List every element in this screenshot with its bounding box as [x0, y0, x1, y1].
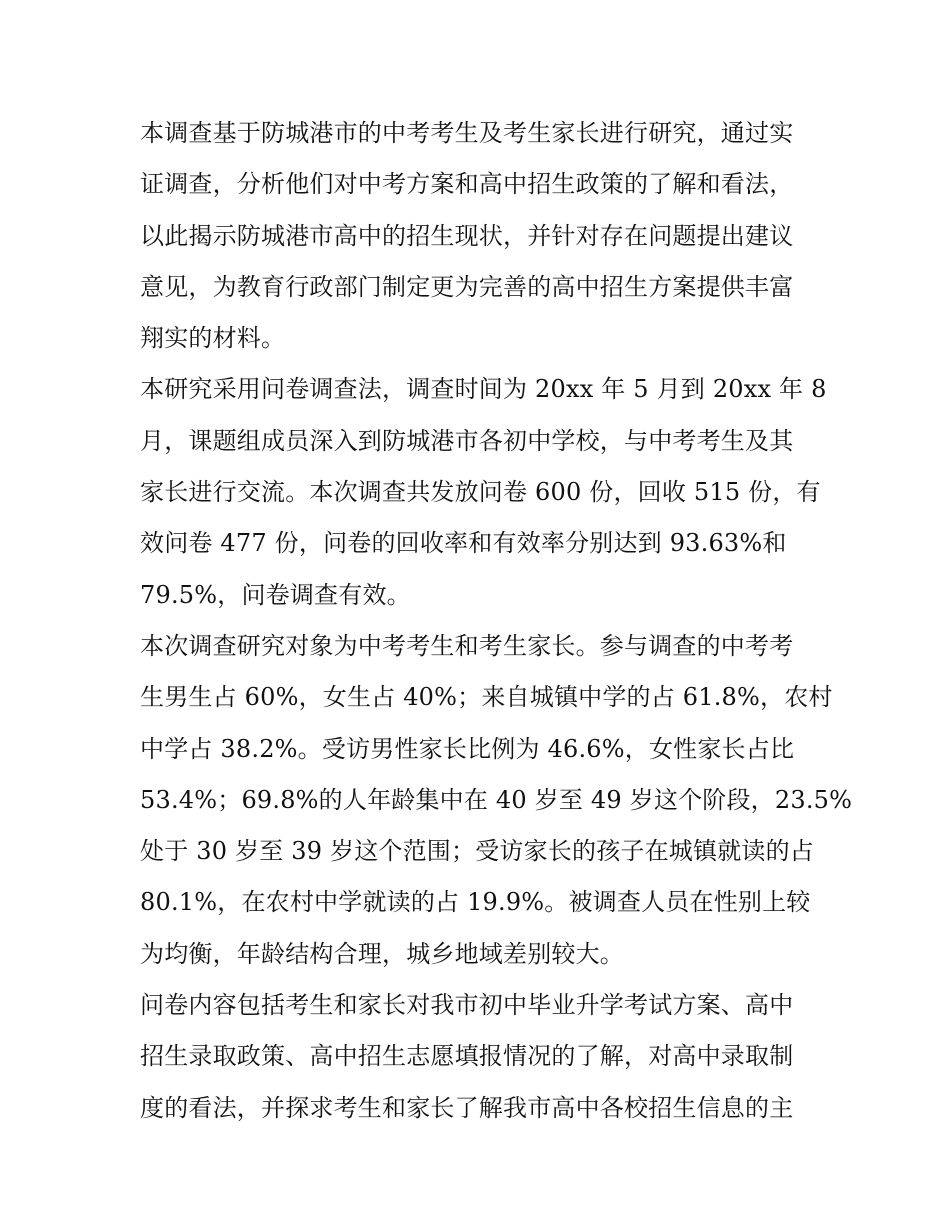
paragraph-survey-method: [140, 364, 827, 620]
text-line: 问卷内容包括考生和家长对我市初中毕业升学考试方案、高中: [140, 991, 794, 1020]
text-line: 意见，为教育行政部门制定更为完善的高中招生方案提供丰富: [140, 272, 794, 301]
text-line: 本调查基于防城港市的中考考生及考生家长进行研究，通过实: [140, 119, 794, 147]
text-line: 月，课题组成员深入到防城港市各初中学校，与中考考生及其: [140, 426, 794, 455]
text-line: 53.4%；69.8%的人年龄集中在 40 岁至 49 岁这个阶段，23.5%: [140, 785, 853, 814]
text-line: 以此揭示防城港市高中的招生现状，并针对存在问题提出建议: [140, 221, 794, 250]
text-line: 中学占 38.2%。受访男性家长比例为 46.6%，女性家长占比: [140, 734, 795, 763]
document-body: [140, 108, 853, 1134]
paragraph-survey-purpose: [140, 108, 812, 364]
text-line: 79.5%，问卷调查有效。: [140, 580, 411, 609]
text-line: 翔实的材料。: [140, 324, 286, 353]
text-line: 招生录取政策、高中招生志愿填报情况的了解，对高中录取制: [140, 1042, 794, 1071]
text-line: 证调查，分析他们对中考方案和高中招生政策的了解和看法，: [140, 170, 794, 199]
text-line: 本研究采用问卷调查法，调查时间为 20xx 年 5 月到 20xx 年 8: [140, 375, 827, 404]
text-line: 家长进行交流。本次调查共发放问卷 600 份，回收 515 份，有: [140, 478, 821, 507]
text-line: 度的看法，并探求考生和家长了解我市高中各校招生信息的主: [140, 1093, 794, 1122]
text-line: 为均衡，年龄结构合理，城乡地域差别较大。: [140, 939, 624, 968]
text-line: 处于 30 岁至 39 岁这个范围；受访家长的孩子在城镇就读的占: [140, 837, 814, 866]
text-line: 本次调查研究对象为中考考生和考生家长。参与调查的中考考: [140, 631, 794, 660]
paragraph-questionnaire-content: [140, 980, 812, 1134]
paragraph-survey-subjects: [140, 621, 853, 980]
text-line: 生男生占 60%，女生占 40%；来自城镇中学的占 61.8%，农村: [140, 683, 833, 712]
text-line: 80.1%，在农村中学就读的占 19.9%。被调查人员在性别上较: [140, 888, 811, 917]
text-line: 效问卷 477 份，问卷的回收率和有效率分别达到 93.63%和: [140, 529, 787, 558]
